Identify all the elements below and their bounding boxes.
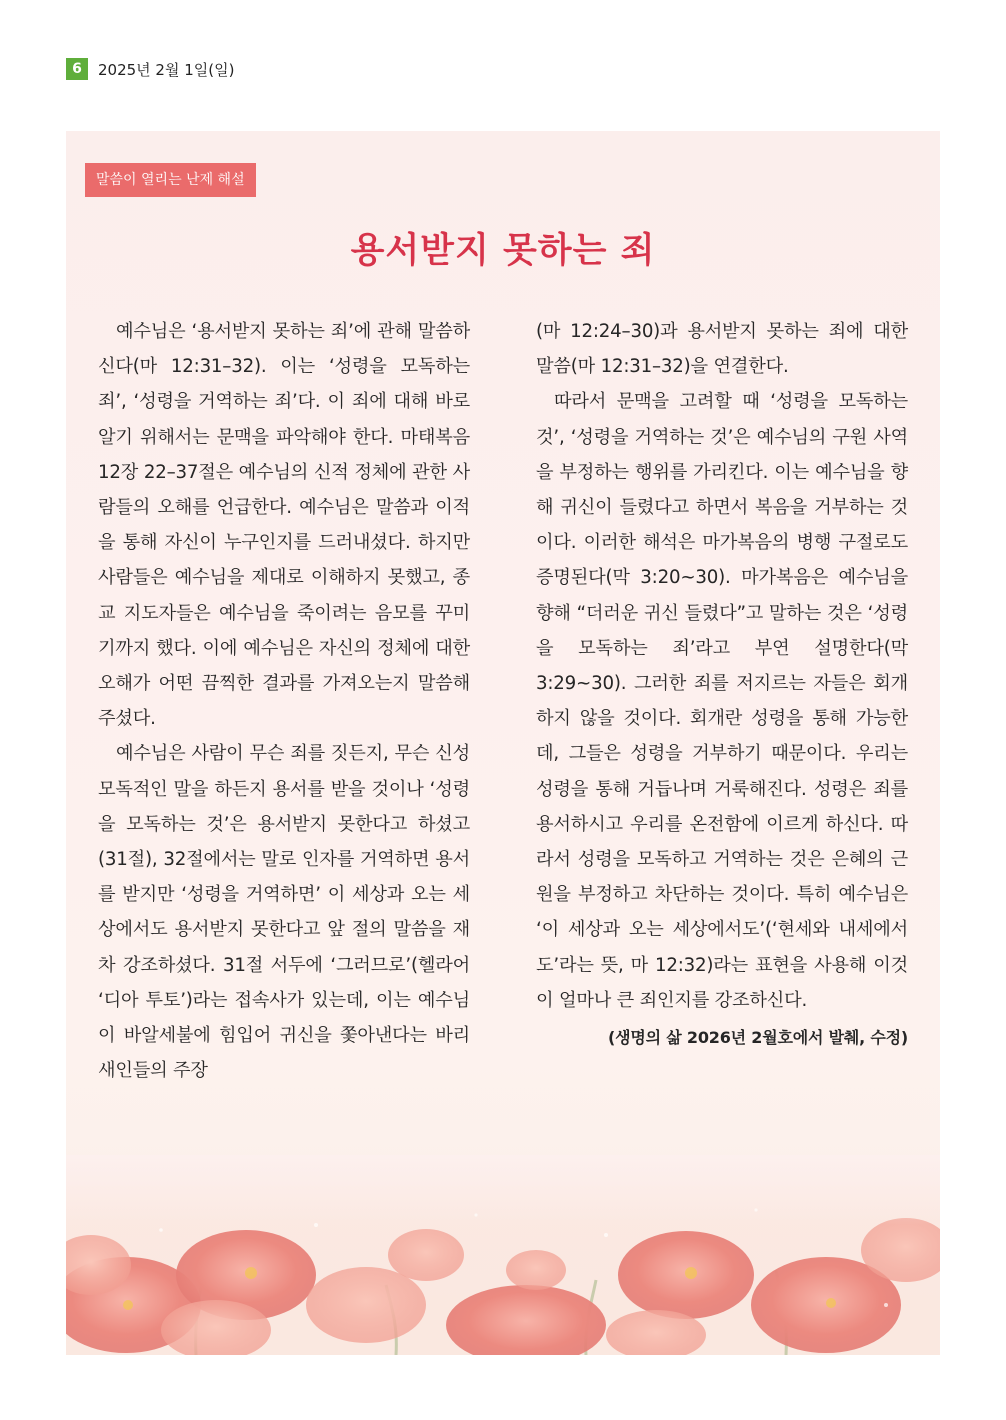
article-paragraph: 예수님은 사람이 무슨 죄를 짓든지, 무슨 신성 모독적인 말을 하든지 용서를 받을 것이나 ‘성령을 모독하는 것’은 용서받지 못한다고 하셨고(31절), 32절에서는 말로 인자를 거역하면 용서를 받지만 ‘성령을 거역하면’ 이 세상과 오는 세상에서도 용서받지 못한다고 앞 절의 말씀을 재차 강조하셨다. 31절 서두에 ‘그러므로’(헬라어 ‘디아 투토’)라는 접속사가 있는데, 이는 예수님이 바알세불에 힘입어 귀신을 쫓아낸다는 바리새인들의 주장	[98, 743, 470, 1082]
poppy-flowers-illustration	[66, 1155, 940, 1355]
source-note: (생명의 삶 2026년 2월호에서 발췌, 수정)	[608, 1028, 908, 1048]
article-column-left	[98, 314, 470, 1088]
article-title: 용서받지 못하는 죄	[350, 230, 656, 271]
category-label: 말씀이 열리는 난제 해설	[85, 163, 256, 197]
issue-date: 2025년 2월 1일(일)	[98, 60, 235, 79]
article-paragraph: 따라서 문맥을 고려할 때 ‘성령을 모독하는 것’, ‘성령을 거역하는 것’은 예수님의 구원 사역을 부정하는 행위를 가리킨다. 이는 예수님을 향해 귀신이 들렸다고 하면서 복음을 거부하는 것이다. 이러한 해석은 마가복음의 병행 구절로도 증명된다(막 3:20~30). 마가복음은 예수님을 향해 “더러운 귀신 들렸다”고 말하는 것은 ‘성령을 모독하는 죄’라고 부연 설명한다(막 3:29~30). 그러한 죄를 저지르는 자들은 회개하지 않을 것이다. 회개란 성령을 통해 가능한데, 그들은 성령을 거부하기 때문이다. 우리는 성령을 통해 거듭나며 거룩해진다. 성령은 죄를 용서하시고 우리를 온전함에 이르게 하신다. 따라서 성령을 모독하고 거역하는 것은 은혜의 근원을 부정하고 차단하는 것이다. 특히 예수님은 ‘이 세상과 오는 세상에서도’(‘현세와 내세에서도’라는 뜻, 마 12:32)라는 표현을 사용해 이것이 얼마나 큰 죄인지를 강조하신다.	[536, 391, 908, 1011]
article-paragraph: 예수님은 ‘용서받지 못하는 죄’에 관해 말씀하신다(마 12:31–32). 이는 ‘성령을 모독하는 죄’, ‘성령을 거역하는 죄’다. 이 죄에 대해 바로 알기 위해서는 문맥을 파악해야 한다. 마태복음 12장 22–37절은 예수님의 신적 정체에 관한 사람들의 오해를 언급한다. 예수님은 말씀과 이적을 통해 자신이 누구인지를 드러내셨다. 하지만 사람들은 예수님을 제대로 이해하지 못했고, 종교 지도자들은 예수님을 죽이려는 음모를 꾸미기까지 했다. 이에 예수님은 자신의 정체에 대한 오해가 어떤 끔찍한 결과를 가져오는지 말씀해 주셨다.	[98, 321, 470, 730]
page-header	[66, 58, 234, 80]
article-column-right	[536, 314, 908, 1055]
page-number: 6	[66, 58, 88, 80]
article-paragraph: (마 12:24–30)과 용서받지 못하는 죄에 대한 말씀(마 12:31–32)을 연결한다.	[536, 321, 908, 378]
article-panel	[66, 131, 940, 1355]
